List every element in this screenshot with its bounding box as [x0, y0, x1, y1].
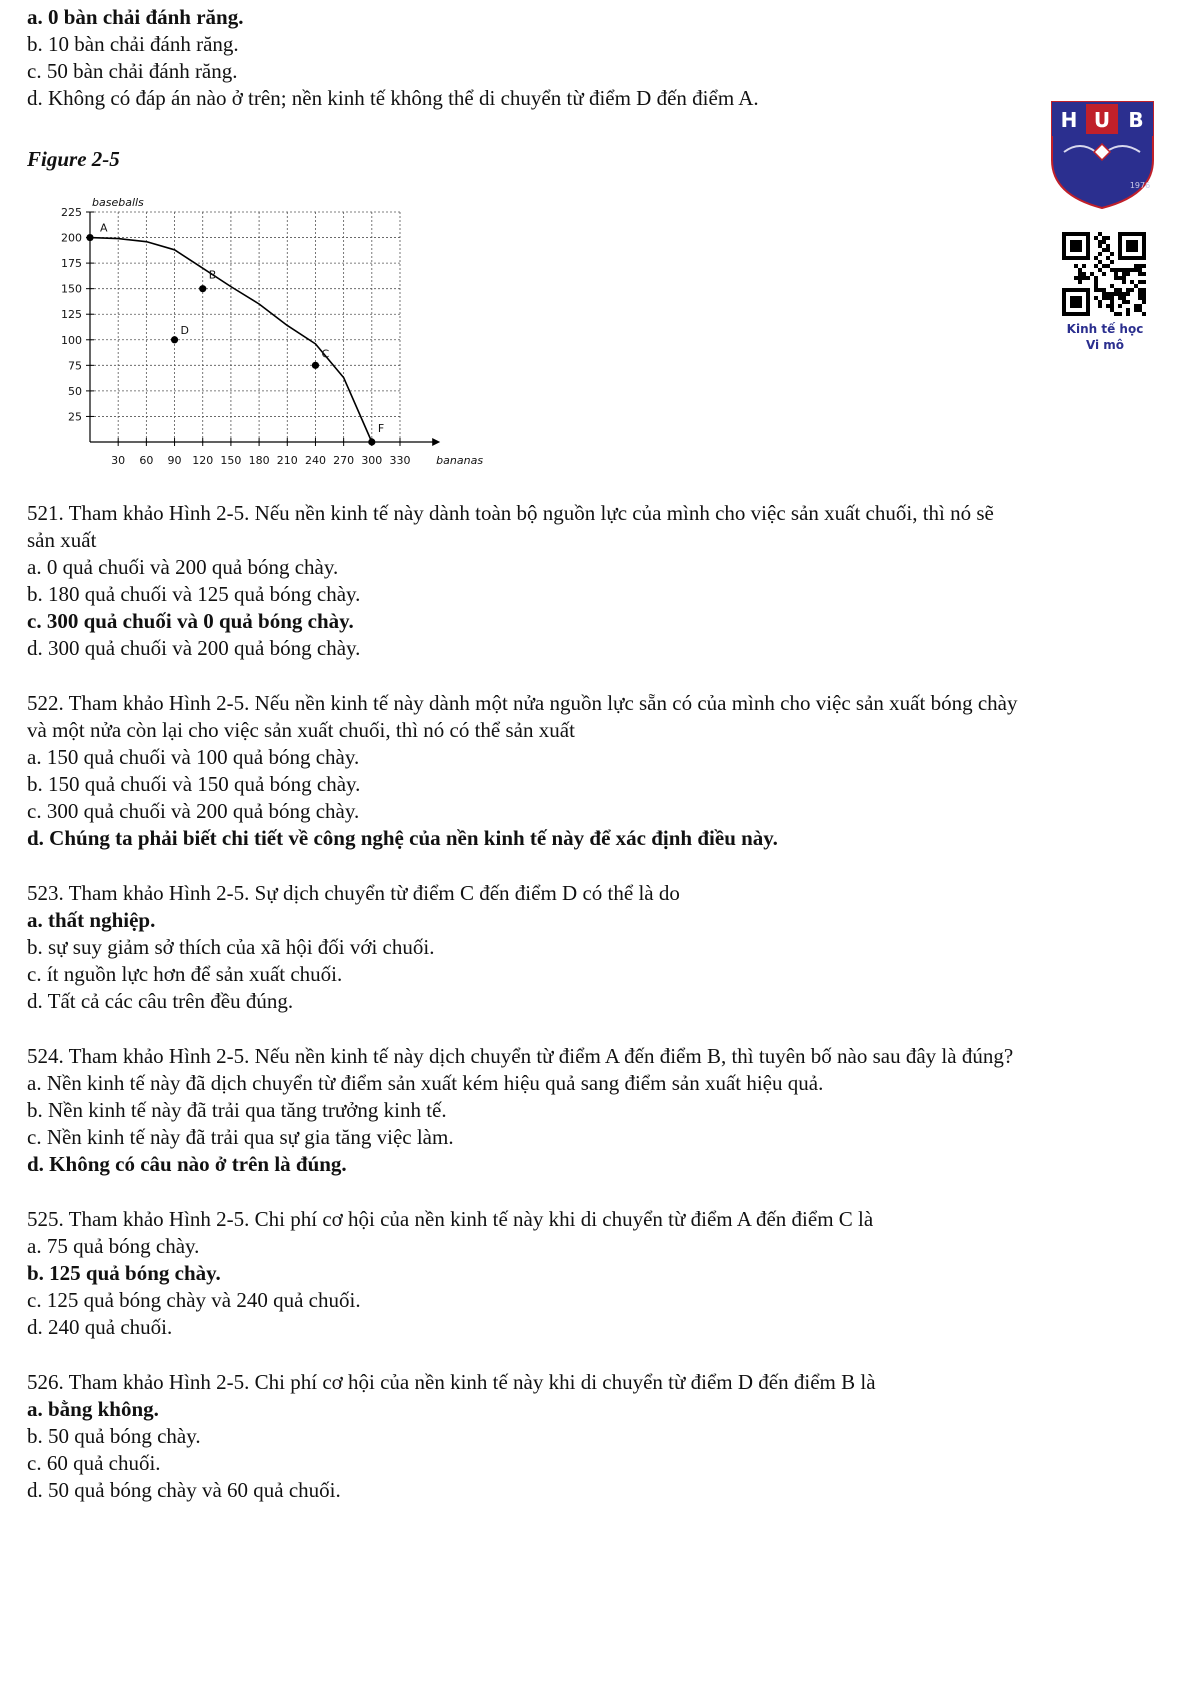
q522-option-d: d. Chúng ta phải biết chi tiết về công nghệ của nền kinh tế này để xác định điều này.	[27, 826, 778, 850]
q526-option-d: d. 50 quả bóng chày và 60 quả chuối.	[27, 1478, 341, 1502]
x-tick-label: 270	[333, 454, 355, 467]
x-tick-label: 150	[220, 454, 242, 467]
point-label-b: B	[208, 268, 217, 282]
q522-option-b: b. 150 quả chuối và 150 quả bóng chày.	[27, 772, 361, 796]
q523-option-a: a. thất nghiệp.	[27, 908, 156, 932]
point-label-f: F	[377, 422, 385, 435]
q524-option-d: d. Không có câu nào ở trên là đúng.	[27, 1152, 347, 1176]
q522-option-c: c. 300 quả chuối và 200 quả bóng chày.	[27, 799, 360, 823]
q525-option-d: d. 240 quả chuối.	[27, 1315, 173, 1339]
x-tick-label: 180	[248, 454, 270, 467]
q526-option-c: c. 60 quả chuối.	[27, 1451, 161, 1475]
logo-letter-h: H	[1060, 108, 1078, 132]
x-tick-label: 120	[192, 454, 214, 467]
y-tick-label: 25	[68, 410, 82, 424]
y-tick-label: 200	[61, 231, 82, 245]
intro-option-b: b. 10 bàn chải đánh răng.	[27, 32, 239, 56]
hub-logo	[1050, 100, 1155, 210]
x-tick-label: 90	[167, 454, 182, 467]
q526-option-a: a. bằng không.	[27, 1397, 159, 1421]
q521-stem-line2: sản xuất	[27, 528, 97, 552]
x-tick-label: 300	[361, 454, 383, 467]
qr-code-icon	[1062, 232, 1146, 316]
x-tick-label: 30	[111, 454, 126, 467]
y-tick-label: 75	[68, 359, 82, 373]
q526-stem: 526. Tham khảo Hình 2-5. Chi phí cơ hội của nền kinh tế này khi di chuyển từ điểm D đến điểm B là	[27, 1370, 876, 1394]
q522-option-a: a. 150 quả chuối và 100 quả bóng chày.	[27, 745, 360, 769]
x-tick-label: 240	[304, 454, 326, 467]
q523-option-d: d. Tất cả các câu trên đều đúng.	[27, 989, 294, 1013]
q525-option-a: a. 75 quả bóng chày.	[27, 1234, 200, 1258]
point-label-d: D	[180, 323, 190, 337]
x-tick-label: 60	[139, 454, 154, 467]
point-label-a: A	[100, 221, 108, 235]
intro-option-a: a. 0 bàn chải đánh răng.	[27, 5, 244, 29]
ppf-chart	[40, 190, 484, 480]
logo-letter-u: U	[1093, 108, 1111, 132]
q521-option-d: d. 300 quả chuối và 200 quả bóng chày.	[27, 636, 361, 660]
x-axis-arrow	[432, 438, 440, 446]
intro-option-d: d. Không có đáp án nào ở trên; nền kinh tế không thể di chuyển từ điểm D đến điểm A.	[27, 86, 759, 110]
x-tick-label: 210	[276, 454, 298, 467]
q525-stem: 525. Tham khảo Hình 2-5. Chi phí cơ hội của nền kinh tế này khi di chuyển từ điểm A đến điểm C là	[27, 1207, 874, 1231]
point-d	[171, 336, 178, 343]
point-a	[86, 234, 93, 241]
q521-option-a: a. 0 quả chuối và 200 quả bóng chày.	[27, 555, 339, 579]
point-c	[312, 362, 319, 369]
q522-stem-line1: 522. Tham khảo Hình 2-5. Nếu nền kinh tế này dành một nửa nguồn lực sẵn có của mình cho việc sản xuất bóng chày	[27, 691, 1018, 715]
q526-option-b: b. 50 quả bóng chày.	[27, 1424, 201, 1448]
intro-option-c: c. 50 bàn chải đánh răng.	[27, 59, 238, 83]
y-tick-label: 50	[68, 384, 82, 398]
x-tick-label: 330	[389, 454, 411, 467]
y-tick-label: 175	[61, 257, 82, 271]
q521-stem-line1: 521. Tham khảo Hình 2-5. Nếu nền kinh tế này dành toàn bộ nguồn lực của mình cho việc sản xuất chuối, thì nó sẽ	[27, 501, 994, 525]
subject-line-1: Kinh tế học	[1066, 322, 1144, 336]
subject-line-2: Vi mô	[1085, 338, 1125, 352]
y-tick-label: 125	[61, 308, 82, 322]
y-axis-label: baseballs	[92, 196, 144, 209]
q523-option-b: b. sự suy giảm sở thích của xã hội đối với chuối.	[27, 935, 435, 959]
q524-option-a: a. Nền kinh tế này đã dịch chuyển từ điểm sản xuất kém hiệu quả sang điểm sản xuất hiệu quả.	[27, 1071, 824, 1095]
point-f	[368, 438, 375, 445]
q524-stem: 524. Tham khảo Hình 2-5. Nếu nền kinh tế này dịch chuyển từ điểm A đến điểm B, thì tuyên bố nào sau đây là đúng?	[27, 1044, 1014, 1068]
logo-letter-b: B	[1128, 108, 1144, 132]
q524-option-c: c. Nền kinh tế này đã trải qua sự gia tăng việc làm.	[27, 1125, 454, 1149]
q521-option-c: c. 300 quả chuối và 0 quả bóng chày.	[27, 609, 354, 633]
y-tick-label: 225	[61, 206, 82, 219]
q523-option-c: c. ít nguồn lực hơn để sản xuất chuối.	[27, 962, 343, 986]
y-tick-label: 100	[61, 333, 82, 347]
q522-stem-line2: và một nửa còn lại cho việc sản xuất chuối, thì nó có thể sản xuất	[27, 718, 575, 742]
x-axis-label: bananas	[436, 454, 484, 467]
figure-title: Figure 2-5	[27, 147, 120, 171]
q525-option-c: c. 125 quả bóng chày và 240 quả chuối.	[27, 1288, 361, 1312]
q523-stem: 523. Tham khảo Hình 2-5. Sự dịch chuyển từ điểm C đến điểm D có thể là do	[27, 881, 680, 905]
point-b	[199, 285, 206, 292]
y-tick-label: 150	[61, 282, 82, 296]
q521-option-b: b. 180 quả chuối và 125 quả bóng chày.	[27, 582, 361, 606]
point-label-c: C	[321, 347, 330, 361]
q525-option-b: b. 125 quả bóng chày.	[27, 1261, 221, 1285]
q524-option-b: b. Nền kinh tế này đã trải qua tăng trưởng kinh tế.	[27, 1098, 447, 1122]
logo-year: 1976	[1129, 181, 1151, 190]
